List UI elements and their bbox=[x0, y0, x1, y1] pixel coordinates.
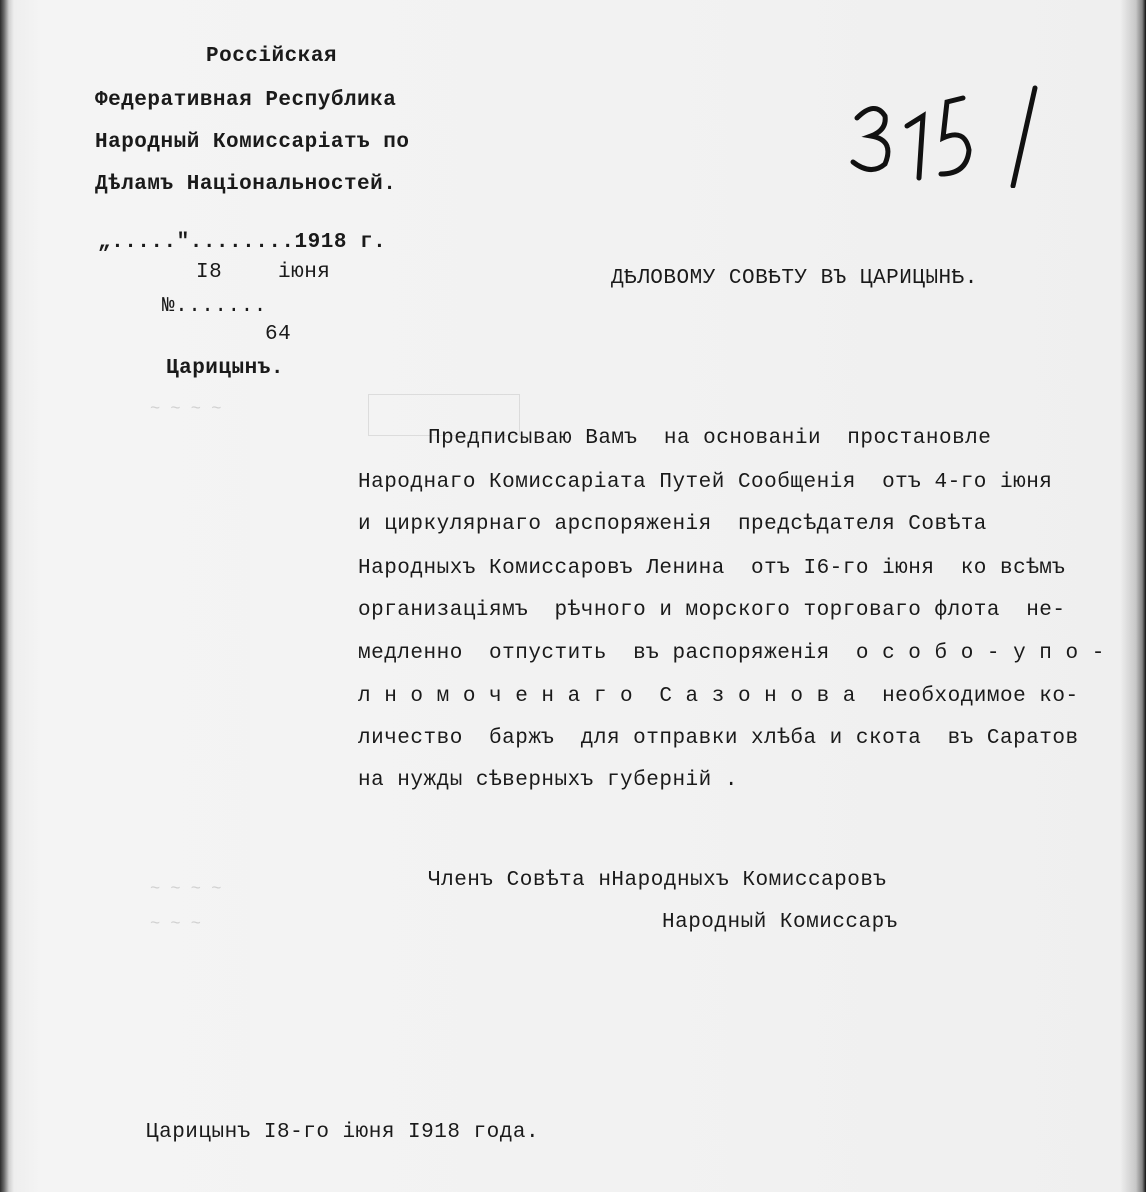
footer-date: Царицынъ I8-го іюня I918 года. bbox=[146, 1121, 540, 1144]
body-line-9: на нужды сѣверныхъ губерній . bbox=[358, 769, 738, 792]
bleed-through-text: ~ ~ ~ bbox=[150, 915, 202, 934]
body-line-3: и циркулярнаго арспоряженія предсѣдателя Совѣта bbox=[358, 513, 987, 536]
body-line-2: Народнаго Комиссаріата Путей Сообщенія отъ 4-го іюня bbox=[358, 471, 1053, 494]
body-line-4: Народныхъ Комиссаровъ Ленина отъ I6-го іюня ко всѣмъ bbox=[358, 557, 1066, 580]
addressee: ДѢЛОВОМУ СОВѢТУ ВЪ ЦАРИЦЫНѢ. bbox=[611, 267, 978, 290]
page-right-edge bbox=[1136, 0, 1146, 1192]
bleed-through-text: ~ ~ ~ ~ bbox=[150, 880, 222, 899]
header-line-1: Россійская bbox=[206, 45, 338, 68]
header-line-3: Народный Комиссаріатъ по bbox=[95, 131, 410, 154]
date-template: „....."........1918 г. bbox=[98, 231, 387, 254]
signature-line-2: Народный Комиссаръ bbox=[662, 911, 898, 934]
body-line-7: л н о м о ч е н а г о С а з о н о в а необходимое ко- bbox=[358, 685, 1079, 708]
body-line-1: Предписываю Вамъ на основаніи простановле bbox=[428, 427, 992, 450]
body-line-5: организаціямъ рѣчного и морского торговаго флота не- bbox=[358, 599, 1066, 622]
place-name: Царицынъ. bbox=[166, 357, 284, 380]
date-month: іюня bbox=[278, 261, 331, 284]
page-left-edge bbox=[0, 0, 14, 1192]
bleed-through-text: ~ ~ ~ ~ bbox=[150, 400, 222, 419]
handwritten-number bbox=[845, 78, 1075, 188]
header-line-4: Дѣламъ Національностей. bbox=[95, 173, 397, 196]
signature-line-1: Членъ Совѣта нНародныхъ Комиссаровъ bbox=[428, 869, 887, 892]
body-line-8: личество баржъ для отправки хлѣба и скота въ Саратов bbox=[358, 727, 1079, 750]
header-line-2: Федеративная Республика bbox=[95, 89, 397, 112]
date-day: I8 bbox=[196, 261, 223, 284]
document-number-value: 64 bbox=[265, 323, 292, 346]
document-number-label: №....... bbox=[162, 295, 267, 318]
body-line-6: медленно отпустить въ распоряженія о с о б о - у п о - bbox=[358, 642, 1105, 665]
